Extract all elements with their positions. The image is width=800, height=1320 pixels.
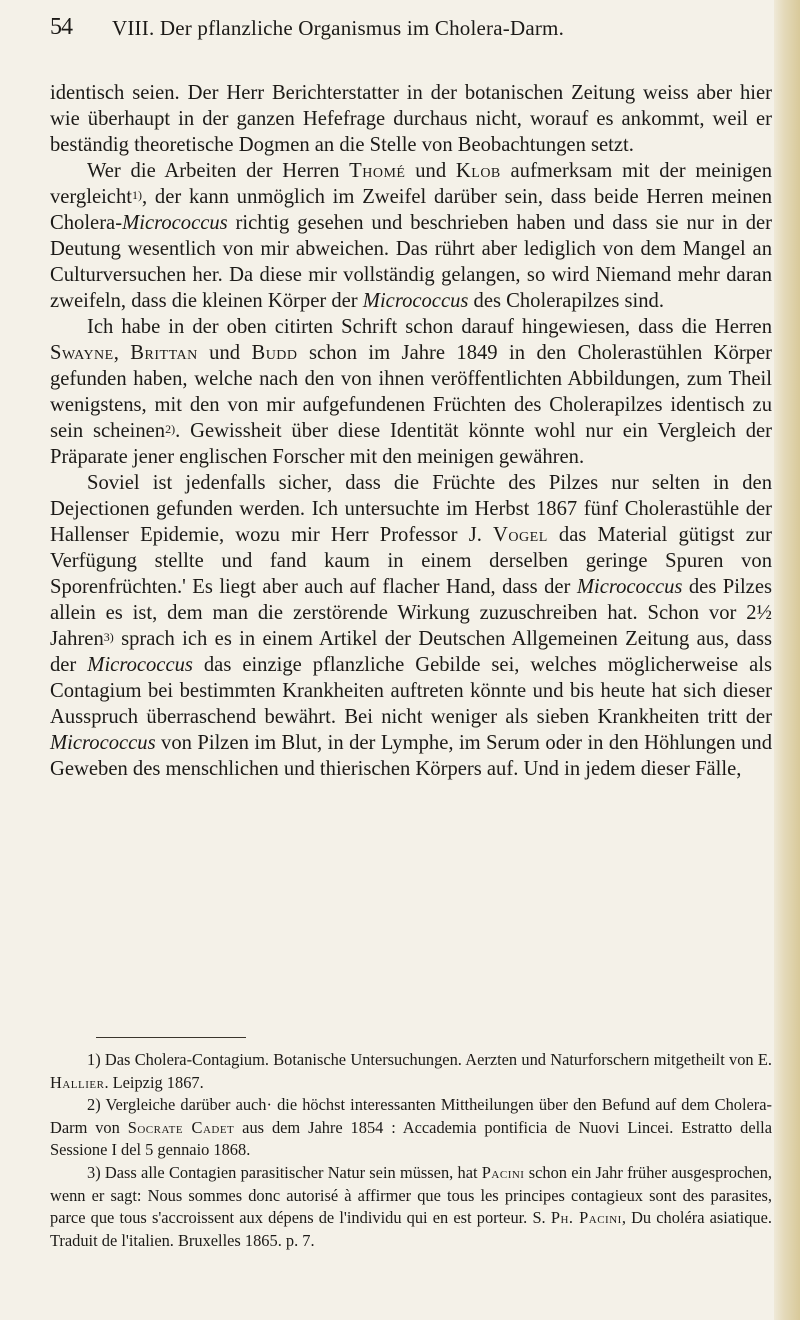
taxon-name: Micrococcus: [362, 290, 469, 312]
page-edge: [774, 0, 800, 1320]
footnote-ref: 1): [131, 188, 142, 202]
paragraph-3: Ich habe in der oben citirten Schrift schon darauf hingewiesen, dass die Herren Swayne, Brittan und Budd schon im Jahre 1849 in den Cholerastühlen Körper gefunden haben, welche nach den von ihnen veröffentlichten Abbildungen, zum Theil wenigstens, mit den von mir aufgefundenen Früchten des Cholerapilzes identisch zu sein scheinen$^{2)}$. Gewissheit über diese Identität könnte wohl nur ein Vergleich der Präparate jener englischen Forscher mit den meinigen gewähren.: [50, 316, 773, 468]
author-name: Hallier: [50, 1072, 105, 1092]
footnote-ref: 3): [103, 630, 114, 644]
taxon-name: Micrococcus: [122, 212, 228, 234]
author-name: Socrate Cadet: [127, 1117, 235, 1137]
author-name: Vogel: [493, 524, 548, 546]
paragraph-4: Soviel ist jedenfalls sicher, dass die Früchte des Pilzes nur selten in den Dejectionen gefunden werden. Ich untersuchte im Herbst 1867 fünf Cholerastühle der Hallenser Epidemie, wozu mir Herr Professor J. Vogel das Material gütigst zur Verfügung stellte und fand kaum in einem derselben geringe Spuren von Sporenfrüchten.' Es liegt aber auch auf flacher Hand, dass der Micrococcus des Pilzes allein es ist, dem man die zerstörende Wirkung zuzuschreiben hat. Schon vor 2½ Jahren$^{3)}$ sprach ich es in einem Artikel der Deutschen Allgemeinen Zeitung aus, dass der Micrococcus das einzige pflanzliche Gebilde sei, welches möglicherweise als Contagium bei bestimmten Krankheiten auftreten könnte und bis heute hat sich dieser Ausspruch überraschend bewährt. Bei nicht weniger als sieben Krankheiten tritt der Micrococcus von Pilzen im Blut, in der Lymphe, im Serum oder in den Höhlungen und Geweben des menschlichen und thierischen Körpers auf. Und in jedem dieser Fälle,: [50, 472, 772, 780]
paragraph-2: Wer die Arbeiten der Herren Thomé und Klob aufmerksam mit der meinigen vergleicht$^{1)}$, der kann unmöglich im Zweifel darüber sein, dass beide Herren meinen Cholera-Micrococcus richtig gesehen und beschrieben haben und dass sie nur in der Deutung wesentlich von mir abweichen. Das rührt aber lediglich von dem Mangel an Culturversuchen her. Da diese mir vollständig gelangen, so wird Niemand mehr daran zweifeln, dass die kleinen Körper der Micrococcus des Cholerapilzes sind.: [50, 160, 772, 312]
author-name: Thomé: [349, 160, 406, 182]
footnote-3: 3) Dass alle Contagien parasitischer Natur sein müssen, hat Pacini schon ein Jahr früher ausgesprochen, wenn er sagt: Nous sommes donc autorisé à affirmer que tous les principes contagieux sont des parasites, parce que tous s'accroissent aux dépens de l'individu qui en est porteur. S. Ph. Pacini, Du choléra asiatique. Traduit de l'italien. Bruxelles 1865. p. 7.: [50, 1162, 772, 1250]
author-name: Ph. Pacini: [550, 1208, 622, 1228]
author-name: Swayne: [50, 342, 114, 364]
taxon-name: Micrococcus: [576, 576, 683, 598]
footnote-divider: [96, 1037, 246, 1038]
footnote-2: 2) Vergleiche darüber auch· die höchst interessanten Mittheilungen über den Befund auf dem Cholera-Darm von Socrate Cadet aus dem Jahre 1854 : Accademia pontificia de Nuovi Lincei. Estratto della Sessione I del 5 gennaio 1868.: [50, 1095, 772, 1160]
footnotes: [50, 1049, 772, 1252]
taxon-name: Micrococcus: [87, 654, 193, 676]
author-name: Budd: [251, 342, 298, 364]
taxon-name: Micrococcus: [50, 732, 156, 754]
page-number: 54: [50, 14, 72, 40]
footnote-1: 1) Das Cholera-Contagium. Botanische Untersuchungen. Aerzten und Naturforschern mitgetheilt von E. Hallier. Leipzig 1867.: [50, 1050, 772, 1092]
page-header: [50, 14, 770, 50]
paragraph-1: identisch seien. Der Herr Berichterstatter in der botanischen Zeitung weiss aber hier wie überhaupt in der ganzen Hefefrage durchaus nicht, worauf es ankommt, weil er beständig theoretische Dogmen an die Stelle von Beobachtungen setzt.: [50, 82, 772, 156]
main-text: [50, 80, 772, 782]
footnote-ref: 2): [165, 422, 176, 436]
author-name: Pacini: [481, 1162, 525, 1182]
running-title: VIII. Der pflanzliche Organismus im Cholera-Darm.: [112, 16, 565, 40]
author-name: Brittan: [130, 342, 198, 364]
author-name: Klob: [455, 160, 501, 182]
